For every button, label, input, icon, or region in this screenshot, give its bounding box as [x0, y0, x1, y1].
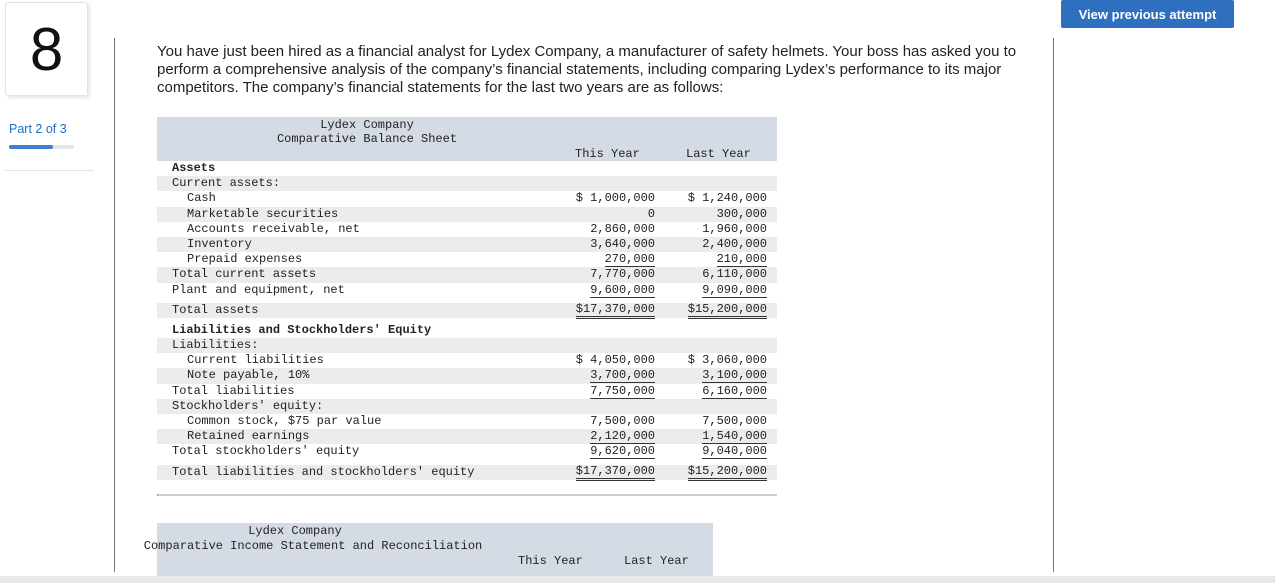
cell-this-year: 3,640,000: [590, 236, 655, 251]
balance-sheet-rows: [157, 161, 777, 480]
bottom-edge: [0, 576, 1275, 583]
row-label: Total current assets: [172, 267, 317, 282]
row-label: Accounts receivable, net: [187, 221, 360, 236]
cell-last-year: $ 1,240,000: [687, 191, 767, 206]
cell-last-year: $15,200,000: [688, 303, 767, 319]
table-row: [157, 338, 777, 353]
cell-last-year: 2,400,000: [702, 236, 767, 251]
table-row: [157, 161, 777, 176]
cell-last-year: 300,000: [716, 206, 767, 221]
balance-sheet-title: Comparative Balance Sheet: [276, 132, 458, 146]
row-label: Note payable, 10%: [187, 368, 310, 383]
table-row: [157, 303, 777, 318]
table-row: [157, 252, 777, 267]
cell-last-year: 6,110,000: [702, 267, 767, 282]
cell-last-year: 7,500,000: [702, 414, 767, 428]
row-label: Cash: [187, 191, 216, 206]
cell-last-year: $ 3,060,000: [687, 353, 767, 368]
part-progress-bar: [9, 145, 74, 149]
row-label: Common stock, $75 par value: [187, 414, 382, 428]
row-label: Total assets: [172, 302, 259, 317]
balance-sheet-header: [157, 117, 777, 161]
table-row: [157, 399, 777, 414]
cell-this-year: 7,500,000: [590, 414, 655, 428]
table-row: [157, 283, 777, 298]
row-label: Retained earnings: [187, 429, 310, 444]
cell-last-year: $15,200,000: [688, 465, 767, 481]
row-label: Total liabilities and stockholders' equity: [172, 464, 475, 479]
row-label: Plant and equipment, net: [172, 282, 345, 297]
is-col-this-year: This Year: [518, 554, 583, 568]
balance-sheet-company: Lydex Company: [320, 118, 414, 132]
income-statement-company: Lydex Company: [248, 524, 342, 538]
row-label: Current liabilities: [187, 353, 324, 368]
cell-this-year: $ 1,000,000: [575, 191, 655, 206]
cell-last-year: 1,960,000: [702, 221, 767, 236]
cell-last-year: 9,040,000: [702, 444, 767, 459]
sidebar-divider: [5, 170, 94, 171]
table-row: [157, 191, 777, 206]
table-row: [157, 368, 777, 383]
cell-last-year: 9,090,000: [702, 282, 767, 297]
row-label: Current assets:: [172, 176, 281, 191]
cell-this-year: 3,700,000: [590, 368, 655, 383]
row-label: Marketable securities: [187, 206, 339, 221]
balance-sheet-table: [157, 117, 777, 496]
col-last-year: Last Year: [686, 147, 751, 161]
balance-sheet-footer: [157, 494, 777, 496]
question-number-box: [5, 2, 88, 96]
part-current: 2: [35, 122, 43, 136]
cell-this-year: 2,860,000: [590, 221, 655, 236]
col-this-year: This Year: [575, 147, 640, 161]
cell-this-year: 270,000: [604, 252, 655, 267]
table-row: [157, 207, 777, 222]
table-row: [157, 323, 777, 338]
cell-this-year: $17,370,000: [576, 465, 655, 481]
table-row: [157, 384, 777, 399]
table-row: [157, 465, 777, 480]
cell-last-year: 210,000: [716, 252, 767, 267]
table-row: [157, 353, 777, 368]
question-number: 8: [29, 15, 64, 83]
view-previous-attempt-button[interactable]: View previous attempt: [1061, 0, 1234, 28]
table-row: [157, 222, 777, 237]
table-row: [157, 267, 777, 282]
row-label: Liabilities and Stockholders' Equity: [172, 322, 432, 337]
table-row: [157, 176, 777, 191]
cell-this-year: 0: [647, 206, 655, 221]
cell-this-year: 9,620,000: [590, 444, 655, 459]
table-row: [157, 237, 777, 252]
row-label: Total liabilities: [172, 383, 295, 398]
question-intro-text: You have just been hired as a financial analyst for Lydex Company, a manufacturer of safety helmets. Your boss has asked you to perform a comprehensive analysis of the company’s financial statements, including comparing Lydex’s performance to its major competitors. The company’s financial statements for the last two years are as follows:: [157, 43, 1017, 96]
row-label: Stockholders' equity:: [172, 398, 324, 413]
income-statement-title: Comparative Income Statement and Reconciliation: [143, 539, 483, 553]
part-indicator: Part 2 of 3: [9, 122, 67, 136]
cell-last-year: 1,540,000: [702, 429, 767, 444]
part-progress-fill: [9, 145, 53, 149]
row-label: Liabilities:: [172, 338, 259, 353]
cell-this-year: 7,750,000: [590, 383, 655, 398]
table-row: [157, 414, 777, 429]
cell-this-year: 2,120,000: [590, 429, 655, 444]
cell-this-year: $ 4,050,000: [575, 353, 655, 368]
row-label: Inventory: [187, 236, 252, 251]
is-col-last-year: Last Year: [624, 554, 689, 568]
cell-last-year: 3,100,000: [702, 368, 767, 383]
row-label: Prepaid expenses: [187, 252, 303, 267]
table-row: [157, 444, 777, 459]
content-left-border: [114, 38, 115, 572]
content-right-border: [1053, 38, 1054, 572]
cell-this-year: $17,370,000: [576, 303, 655, 319]
cell-last-year: 6,160,000: [702, 383, 767, 398]
income-statement-header: [143, 523, 713, 583]
cell-this-year: 7,770,000: [590, 267, 655, 282]
cell-this-year: 9,600,000: [590, 282, 655, 297]
row-label: Total stockholders' equity: [172, 444, 360, 459]
table-row: [157, 429, 777, 444]
row-label: Assets: [172, 161, 216, 175]
